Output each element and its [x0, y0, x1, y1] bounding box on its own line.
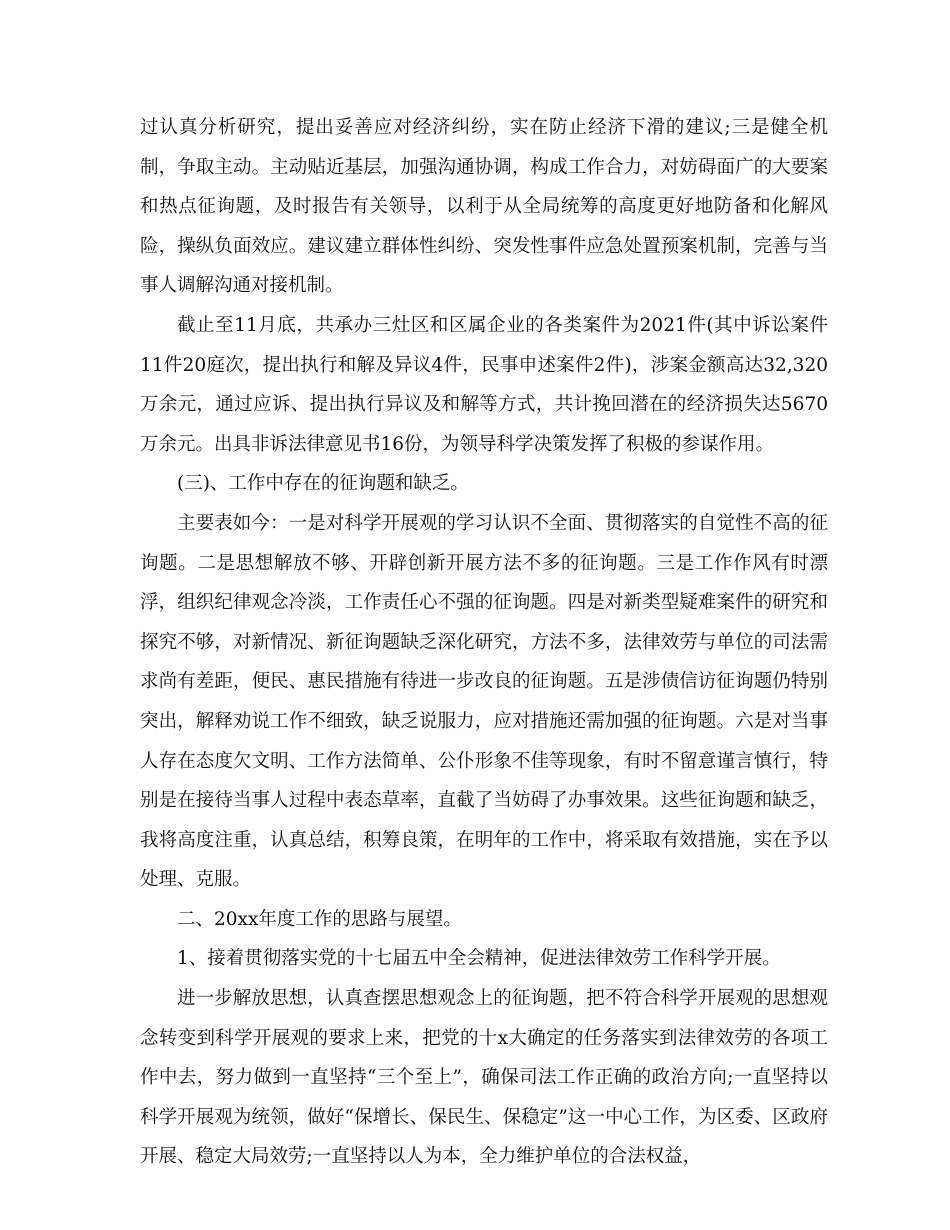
- document-body: [140, 108, 828, 1177]
- paragraph-problems: 主要表如今：一是对科学开展观的学习认识不全面、贯彻落实的自觉性不高的征询题。二是思想解放不够、开辟创新开展方法不多的征询题。三是工作作风有时漂浮，组织纪律观念冷淡，工作责任心不强的征询题。四是对新类型疑难案件的研究和探究不够，对新情况、新征询题缺乏深化研究，方法不多，法律效劳与单位的司法需求尚有差距，便民、惠民措施有待进一步改良的征询题。五是涉债信访征询题仍特别突出，解释劝说工作不细致，缺乏说服力，应对措施还需加强的征询题。六是对当事人存在态度欠文明、工作方法简单、公仆形象不佳等现象，有时不留意谨言慎行，特别是在接待当事人过程中表态草率，直截了当妨碍了办事效果。这些征询题和缺乏，我将高度注重，认真总结，积筹良策，在明年的工作中，将采取有效措施，实在予以处理、克服。: [140, 512, 828, 891]
- subheading-item-1: 1、接着贯彻落实党的十七届五中全会精神，促进法律效劳工作科学开展。: [177, 948, 781, 970]
- paragraph-case-statistics: 截止至11月底，共承办三灶区和区属企业的各类案件为2021件(其中诉讼案件11件20庭次，提出执行和解及异议4件，民事申述案件2件)，涉案金额高达32,320万余元，通过应诉、提出执行异议及和解等方式，共计挽回潜在的经济损失达5670万余元。出具非诉法律意见书16份，为领导科学决策发挥了积极的参谋作用。: [140, 314, 828, 455]
- paragraph-mechanism: 过认真分析研究，提出妥善应对经济纠纷，实在防止经济下滑的建议;三是健全机制，争取主动。主动贴近基层，加强沟通协调，构成工作合力，对妨碍面广的大要案和热点征询题，及时报告有关领导，以利于从全局统筹的高度更好地防备和化解风险，操纵负面效应。建议建立群体性纠纷、突发性事件应急处置预案机制，完善与当事人调解沟通对接机制。: [140, 117, 828, 297]
- paragraph-outlook: 进一步解放思想，认真查摆思想观念上的征询题，把不符合科学开展观的思想观念转变到科学开展观的要求上来，把党的十x大确定的任务落实到法律效劳的各项工作中去，努力做到一直坚持“三个至上”，确保司法工作正确的政治方向;一直坚持以科学开展观为统领，做好“保增长、保民生、保稳定”这一中心工作，为区委、区政府开展、稳定大局效劳;一直坚持以人为本，全力维护单位的合法权益，: [140, 988, 828, 1168]
- section-heading-outlook: 二、20xx年度工作的思路与展望。: [177, 908, 462, 930]
- section-heading-problems: (三)、工作中存在的征询题和缺乏。: [177, 473, 469, 495]
